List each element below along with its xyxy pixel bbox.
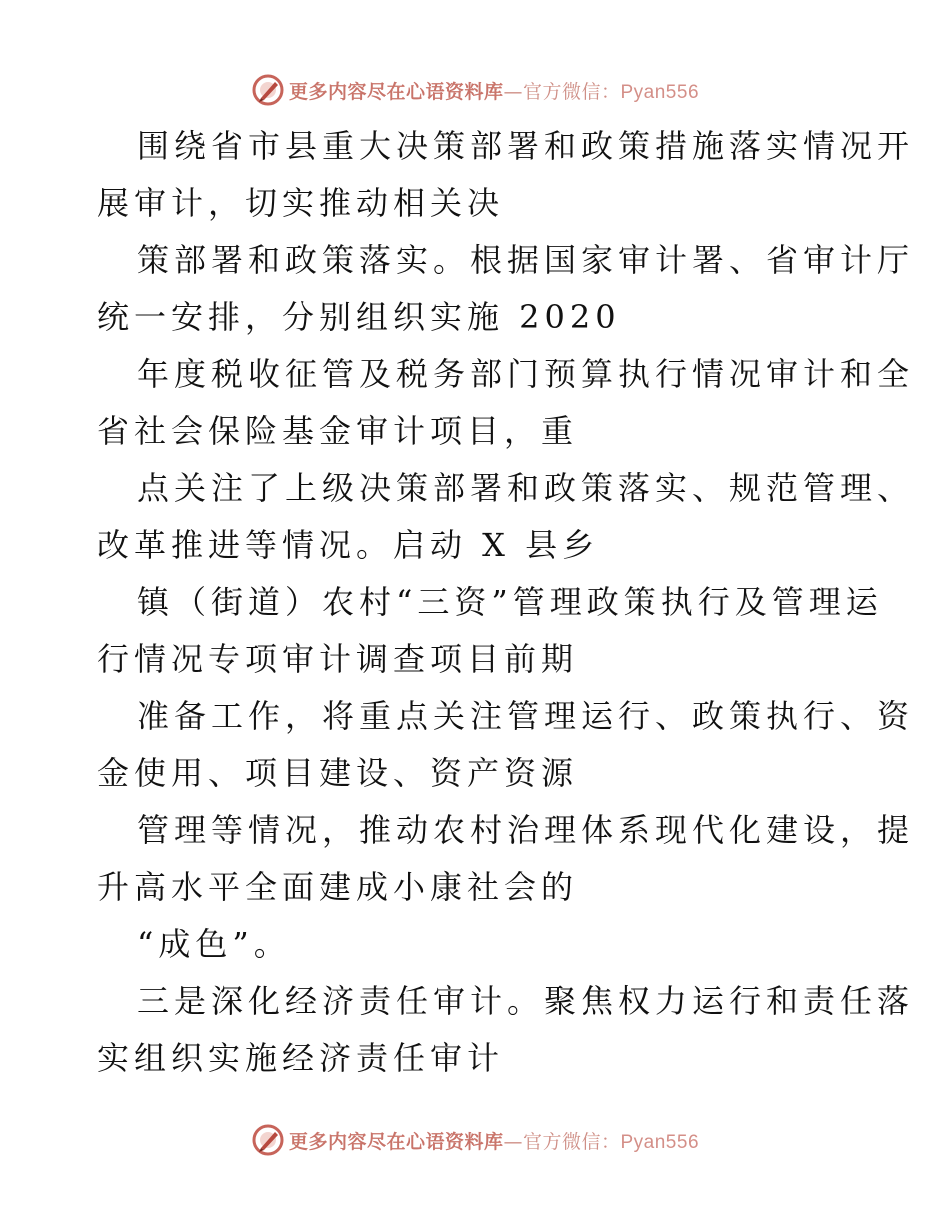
watermark-brand: 更多内容尽在心语资料库 xyxy=(288,1130,504,1153)
pen-logo-icon xyxy=(251,1123,285,1157)
text-line: 升高水平全面建成小康社会的 xyxy=(97,868,579,906)
watermark-brand: 更多内容尽在心语资料库 xyxy=(288,80,504,103)
footer-watermark xyxy=(0,1120,950,1160)
watermark-text xyxy=(289,1127,699,1154)
text-line: 点关注了上级决策部署和政策落实、规范管理、 xyxy=(137,469,915,507)
text-line: 实组织实施经济责任审计 xyxy=(97,1039,505,1077)
text-line: 策部署和政策落实。根据国家审计署、省审计厅 xyxy=(137,241,915,279)
watermark-suffix: —官方微信： xyxy=(503,80,621,103)
text-line: “成色”。 xyxy=(137,925,291,963)
text-line: 准备工作，将重点关注管理运行、政策执行、资 xyxy=(137,697,915,735)
text-line: 围绕省市县重大决策部署和政策措施落实情况开 xyxy=(137,127,915,165)
text-line: 镇（街道）农村“三资”管理政策执行及管理运 xyxy=(137,583,883,621)
document-body xyxy=(97,118,915,1087)
text-line: 年度税收征管及税务部门预算执行情况审计和全 xyxy=(137,355,915,393)
text-line: 金使用、项目建设、资产资源 xyxy=(97,754,579,792)
text-line: 行情况专项审计调查项目前期 xyxy=(97,640,579,678)
watermark-wechat-id: Pyan556 xyxy=(620,1131,700,1153)
text-line: 统一安排，分别组织实施 2020 xyxy=(97,298,621,336)
watermark-wechat-id: Pyan556 xyxy=(620,81,700,103)
header-watermark xyxy=(0,70,950,110)
text-line: 展审计，切实推动相关决 xyxy=(97,184,505,222)
text-line: 改革推进等情况。启动 X 县乡 xyxy=(97,526,600,564)
text-line: 管理等情况，推动农村治理体系现代化建设，提 xyxy=(137,811,915,849)
watermark-suffix: —官方微信： xyxy=(503,1130,621,1153)
text-line: 省社会保险基金审计项目，重 xyxy=(97,412,579,450)
watermark-text xyxy=(289,77,699,104)
pen-logo-icon xyxy=(251,73,285,107)
text-line: 三是深化经济责任审计。聚焦权力运行和责任落 xyxy=(137,982,915,1020)
